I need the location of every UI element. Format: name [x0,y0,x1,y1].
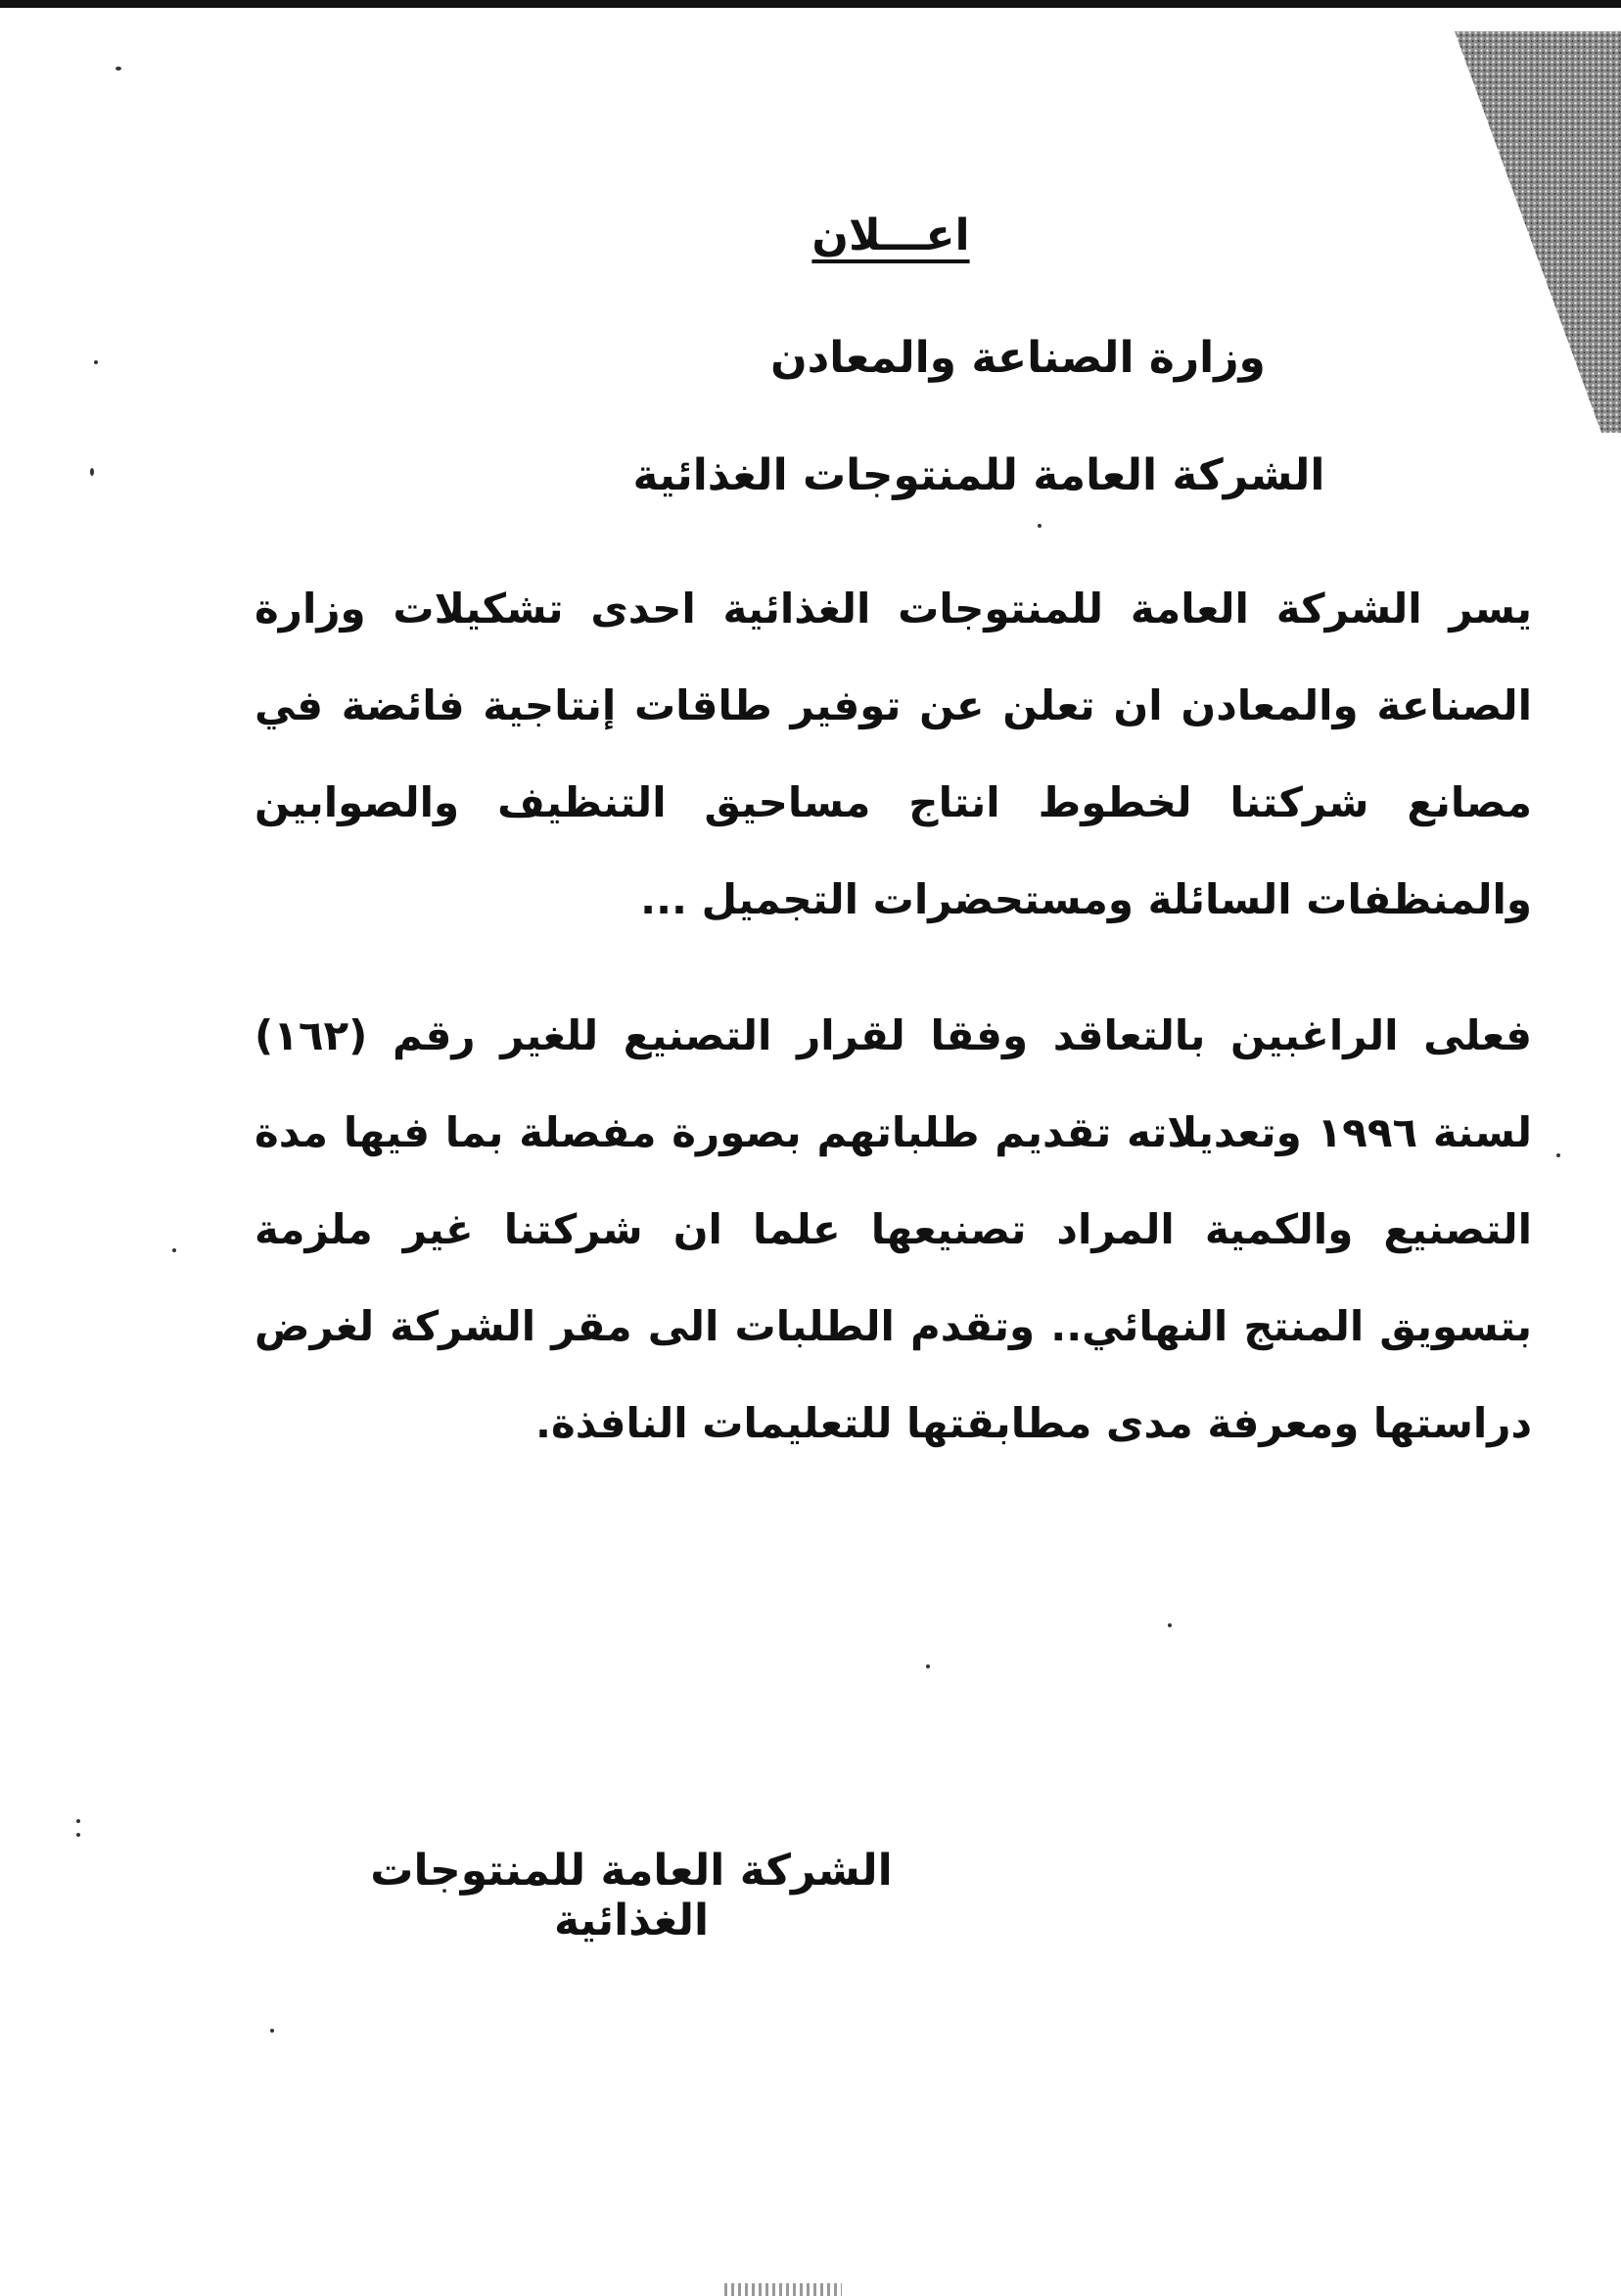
signature-company: الشركة العامة للمنتوجات الغذائية [370,1846,893,1945]
scan-speck [270,2029,274,2033]
scan-speck [116,67,121,70]
scan-top-border [0,0,1621,8]
announcement-paragraph: فعلى الراغبين بالتعاقد وفقا لقرار التصنيع للغير رقم (١٦٢) لسنة ١٩٩٦ وتعديلاته تقديم طلباتهم بصورة مفصلة بما فيها مدة التصنيع والكمية المراد تصنيعها علما ان شركتنا غير ملزمة بتسويق المنتج النهائي.. وتقدم الطلبات الى مقر الشركة لغرض دراستها ومعرفة مدى مطابقتها للتعليمات النافذة. [255,1011,1532,1447]
scan-speck [1556,1153,1560,1157]
scan-speck [90,468,94,476]
company-heading: الشركة العامة للمنتوجات الغذائية [632,450,1325,500]
scan-speck [76,1833,80,1837]
ministry-heading: وزارة الصناعة والمعادن [770,333,1266,383]
scan-corner-shadow [1415,31,1621,433]
scan-bottom-mark [724,2283,842,2296]
scan-speck [1038,524,1042,528]
scan-speck [94,360,98,364]
announcement-title: اعـــلان [811,211,970,260]
scan-speck [926,1664,930,1668]
scan-speck [172,1248,176,1252]
scan-speck [1168,1623,1172,1627]
scan-speck [76,1819,80,1823]
announcement-paragraph: يسر الشركة العامة للمنتوجات الغذائية احدى تشكيلات وزارة الصناعة والمعادن ان تعلن عن توفير طاقات إنتاجية فائضة في مصانع شركتنا لخطوط انتاج مساحيق التنظيف والصوابين والمنظفات السائلة ومستحضرات التجميل ... [255,585,1532,923]
